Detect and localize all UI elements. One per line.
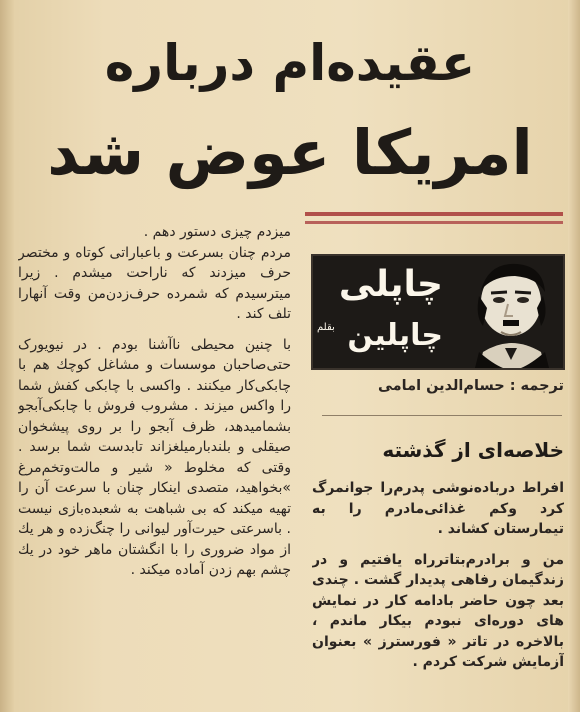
headline-line-2: امریکا عوض شد [47, 116, 533, 189]
series-author: چاپلین [347, 318, 443, 353]
body-paragraph: میزدم چیزی دستور دهم . [143, 224, 291, 240]
decorative-rule-top [305, 212, 563, 216]
summary-paragraph: من و برادرم‌بتاتر‌راه یافتیم و در زندگیمان رفاهی پدیدار گشت . چندی بعد چون حاضر بادامه کار در نمایش های دوره‌ای نبودم بیکار ماندم ، بالاخره در تاتر « فورسترز » بعنوان آزمایش شرکت کردم . [312, 551, 564, 670]
page-edge-right [568, 0, 580, 712]
series-byline-prefix: بقلم [317, 322, 335, 333]
page-edge-left [0, 0, 14, 712]
body-paragraph: با چنین محیطی ناآشنا بودم . در نیویورک حتی‌صاحبان موسسات و مشاغل کوچك هم با چابکی‌کار میکنند . واکسی با چابکی کفش شما را واکس میزند . مشروب فروش با چابکی‌آبجو بشمامیدهد، ظرف آبجو را بر روی پیشخوان صیقلی و بلندبارمیلغزاند تابدست شما برسد . وقتی که مخلوط « شیر و مالت‌وتخم‌مرغ »بخواهید، متصدی اینکار چنان با سرعت آن را تهیه میکند که بی شباهت به شعبده‌بازی نیست . باسرعتی حیرت‌آور لیوانی را چنگ‌زده و هر یك از مواد ضروری را با انگشتان ماهر خود در یك چشم بهم زدن آماده میکند . [18, 336, 291, 578]
divider-line [322, 415, 562, 416]
series-banner [311, 254, 565, 370]
body-paragraph: مردم چنان بسرعت و باعباراتی کوتاه و مختصر حرف میزدند که ناراحت میشدم . زیرا میترسیدم که شمرده حرف‌زدن‌من وقت آنهارا تلف کند . [18, 244, 291, 322]
chaplin-portrait-icon [453, 256, 565, 368]
summary-heading: خلاصه‌ای از گذشته [382, 438, 564, 462]
series-title: چاپلی [338, 264, 443, 305]
article-body-column [18, 222, 291, 712]
headline-line-1: عقیده‌ام درباره [104, 34, 476, 92]
translator-credit: ترجمه : حسام‌الدین امامی [378, 378, 564, 394]
summary-paragraph: افراط درباده‌نوشی پدرم‌را جوانمرگ کرد وکم غذائی‌مادرم را به تیمارستان کشاند . [312, 480, 564, 537]
summary-column [312, 478, 564, 712]
decorative-rule-bottom [305, 221, 563, 224]
